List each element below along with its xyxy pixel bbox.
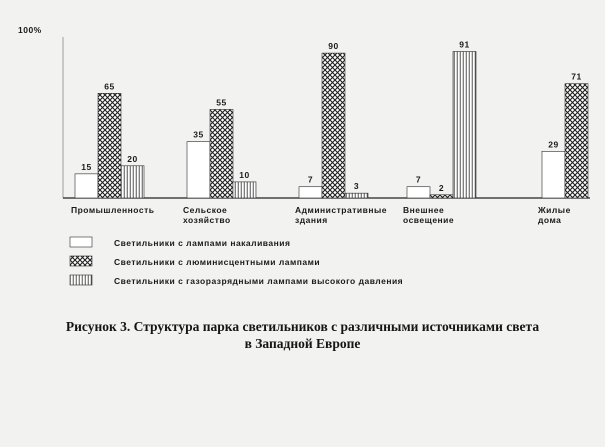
legend-label-hid: Светильники с газоразрядными лампами высокого давления: [114, 276, 404, 286]
legend-label-incandescent: Светильники с лампами накаливания: [114, 238, 291, 248]
category-label: Административные: [295, 205, 387, 215]
bar-hid-1: [121, 166, 144, 198]
bar-incandescent-2: [187, 142, 210, 198]
bar-incandescent-3: [299, 187, 322, 198]
bar-hid-2: [233, 182, 256, 198]
bar-value-label: 55: [216, 97, 227, 108]
legend-swatch-hid: [70, 275, 92, 285]
bar-value-label: 2: [438, 182, 445, 193]
caption-line-1: Рисунок 3. Структура парка светильников с различными источниками света: [65, 319, 540, 334]
bar-fluorescent-3: [322, 53, 345, 198]
bar-value-label: 65: [104, 81, 115, 92]
bar-fluorescent-4: [430, 195, 453, 198]
legend-label-fluorescent: Светильники с люминисцентными лампами: [114, 257, 321, 267]
bar-fluorescent-5: [565, 84, 588, 198]
bar-value-label: 15: [81, 161, 92, 172]
category-label: дома: [538, 215, 562, 225]
category-label: освещение: [403, 215, 455, 225]
category-label: Жилые: [538, 205, 571, 215]
category-label: Промышленность: [71, 205, 155, 215]
bar-hid-4: [453, 51, 476, 198]
bar-value-label: 7: [415, 174, 422, 185]
legend: [70, 237, 403, 286]
bar-value-label: 90: [328, 41, 339, 52]
bar-incandescent-4: [407, 187, 430, 198]
bar-incandescent-1: [75, 174, 98, 198]
y-axis-max-label: 100%: [18, 25, 42, 35]
legend-swatch-incandescent: [70, 237, 92, 247]
category-label: здания: [295, 215, 328, 225]
legend-swatch-fluorescent: [70, 256, 92, 266]
category-label: Внешнее: [403, 205, 445, 215]
bar-value-label: 3: [353, 181, 360, 192]
bar-value-label: 10: [239, 169, 250, 180]
bar-fluorescent-2: [210, 109, 233, 198]
caption-line-2: в Западной Европе: [244, 336, 361, 351]
category-label: Сельское: [183, 205, 228, 215]
bar-value-label: 20: [127, 153, 138, 164]
figure-caption: [0, 318, 605, 352]
bar-fluorescent-1: [98, 93, 121, 198]
bar-value-label: 71: [571, 71, 582, 82]
bar-hid-3: [345, 193, 368, 198]
bar-value-label: 7: [307, 174, 314, 185]
bar-incandescent-5: [542, 151, 565, 198]
bar-value-label: 91: [459, 39, 470, 50]
bar-value-label: 35: [193, 129, 204, 140]
category-label: хозяйство: [183, 215, 231, 225]
bar-value-label: 29: [548, 139, 559, 150]
